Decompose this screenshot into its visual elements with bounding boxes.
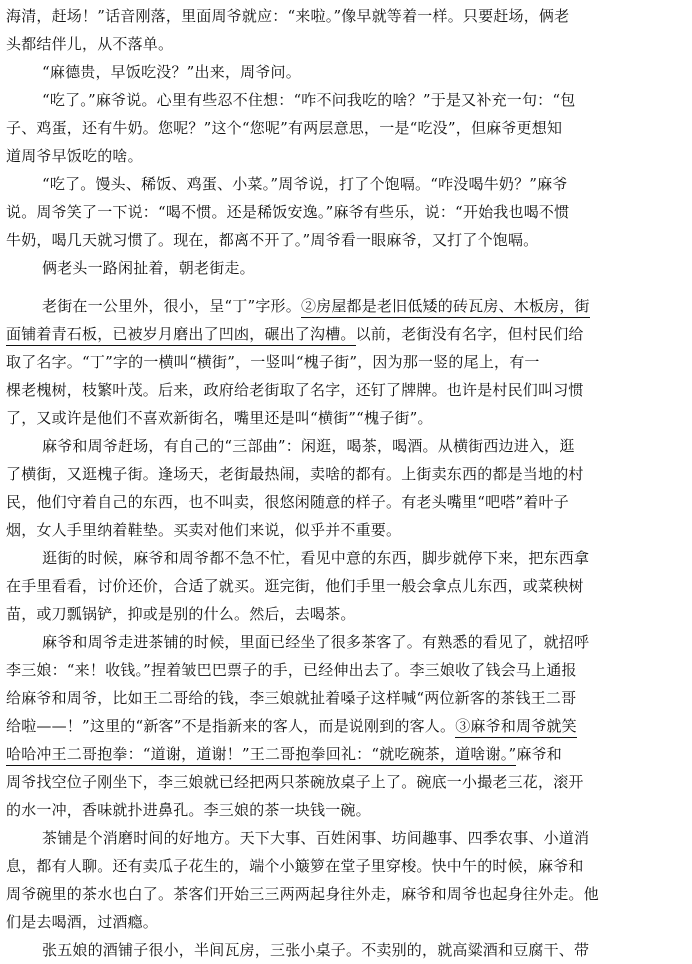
- text-line: 麻爷和周爷赶场，有自己的“三部曲”：闲逛，喝茶，喝酒。从横街西边进入，逛: [42, 437, 575, 455]
- text-line: 老街在一公里外，很小，呈“丁”字形。: [42, 297, 301, 315]
- underlined-sentence-2-cont: 面铺着青石板，已被岁月磨出了凹凼，碾出了沟槽。: [6, 323, 356, 346]
- text-line: 麻爷和: [516, 745, 562, 763]
- text-line: 海清，赶场！”话音刚落，里面周爷就应：“来啦。”像早就等着一样。只要赶场，俩老: [6, 7, 570, 25]
- text-line: 给麻爷和周爷，比如王二哥给的钱，李三娘就扯着嗓子这样喊“两位新客的茶钱王二哥: [6, 689, 577, 707]
- text-line: 棵老槐树，枝繁叶茂。后来，政府给老街取了名字，还钉了牌牌。也许是村民们叫习惯: [6, 381, 584, 399]
- underlined-sentence-2: ②房屋都是老旧低矮的砖瓦房、木板房，街: [301, 295, 590, 318]
- text-line: 头都结伴儿，从不落单。: [6, 35, 174, 53]
- underlined-sentence-3-cont: 哈哈冲王二哥抱拳：“道谢，道谢！”王二哥抱拳回礼：“就吃碗茶，道啥谢。”: [6, 743, 516, 766]
- text-line: “麻德贵，早饭吃没？”出来，周爷问。: [42, 63, 301, 81]
- text-line: 说。周爷笑了一下说：“喝不惯。还是稀饭安逸。”麻爷有些乐，说：“开始我也喝不惯: [6, 203, 570, 221]
- text-line: “吃了。馒头、稀饭、鸡蛋、小菜。”周爷说，打了个饱嗝。“咋没喝牛奶？”麻爷: [42, 175, 568, 193]
- text-line: 逛街的时候，麻爷和周爷都不急不忙，看见中意的东西，脚步就停下来，把东西拿: [42, 549, 590, 567]
- underlined-sentence-3: ③麻爷和周爷就笑: [455, 715, 577, 738]
- text-line: 张五娘的酒铺子很小，半间瓦房，三张小桌子。不卖别的，就高粱酒和豆腐干、带: [42, 941, 590, 959]
- text-line: 麻爷和周爷走进茶铺的时候，里面已经坐了很多茶客了。有熟悉的看见了，就招呼: [42, 633, 590, 651]
- text-line: 道周爷早饭吃的啥。: [6, 147, 143, 165]
- text-line: 以前，老街没有名字，但村民们给: [355, 325, 584, 343]
- text-line: 俩老头一路闲扯着，朝老街走。: [42, 259, 255, 277]
- text-line: 茶铺是个消磨时间的好地方。天下大事、百姓闲事、坊间趣事、四季农事、小道消: [42, 829, 590, 847]
- text-line: 苗，或刀瓢锅铲，抑或是别的什么。然后，去喝茶。: [6, 605, 356, 623]
- text-line: 子、鸡蛋，还有牛奶。您呢？”这个“您呢”有两层意思，一是“吃没”，但麻爷更想知: [6, 119, 563, 137]
- text-line: 的水一冲，香味就扑进鼻孔。李三娘的茶一块钱一碗。: [6, 801, 371, 819]
- text-line: 李三娘：“来！收钱。”捏着皱巴巴票子的手，已经伸出去了。李三娘收了钱会马上通报: [6, 661, 577, 679]
- text-line: 取了名字。“丁”字的一横叫“横街”，一竖叫“槐子街”，因为那一竖的尾上，有一: [6, 353, 540, 371]
- text-line: “吃了。”麻爷说。心里有些忍不住想：“咋不问我吃的啥？”于是又补充一句：“包: [42, 91, 576, 109]
- text-line: 了，又或许是他们不喜欢新街名，嘴里还是叫“横街”“槐子街”。: [6, 409, 433, 427]
- text-line: 民，他们守着自己的东西，也不叫卖，很悠闲随意的样子。有老头嘴里“吧嗒”着叶子: [6, 493, 569, 511]
- text-line: 了横街，又逛槐子街。逢场天，老街最热闹，卖啥的都有。上街卖东西的都是当地的村: [6, 465, 584, 483]
- text-line: 在手里看看，讨价还价，合适了就买。逛完街，他们手里一般会拿点儿东西，或菜秧树: [6, 577, 584, 595]
- text-line: 周爷碗里的茶水也白了。茶客们开始三三两两起身往外走，麻爷和周爷也起身往外走。他: [6, 885, 599, 903]
- text-line: 周爷找空位子刚坐下，李三娘就已经把两只茶碗放桌子上了。碗底一小撮老三花，滚开: [6, 773, 584, 791]
- text-line: 牛奶，喝几天就习惯了。现在，都离不开了。”周爷看一眼麻爷，又打了个饱嗝。: [6, 231, 539, 249]
- text-line: 烟，女人手里纳着鞋垫。买卖对他们来说，似乎并不重要。: [6, 521, 402, 539]
- text-line: 给啦——！”这里的“新客”不是指新来的客人，而是说刚到的客人。: [6, 717, 456, 735]
- text-line: 们是去喝酒，过酒瘾。: [6, 913, 159, 931]
- text-line: 息，都有人聊。还有卖瓜子花生的，端个小簸箩在堂子里穿梭。快中午的时候，麻爷和: [6, 857, 584, 875]
